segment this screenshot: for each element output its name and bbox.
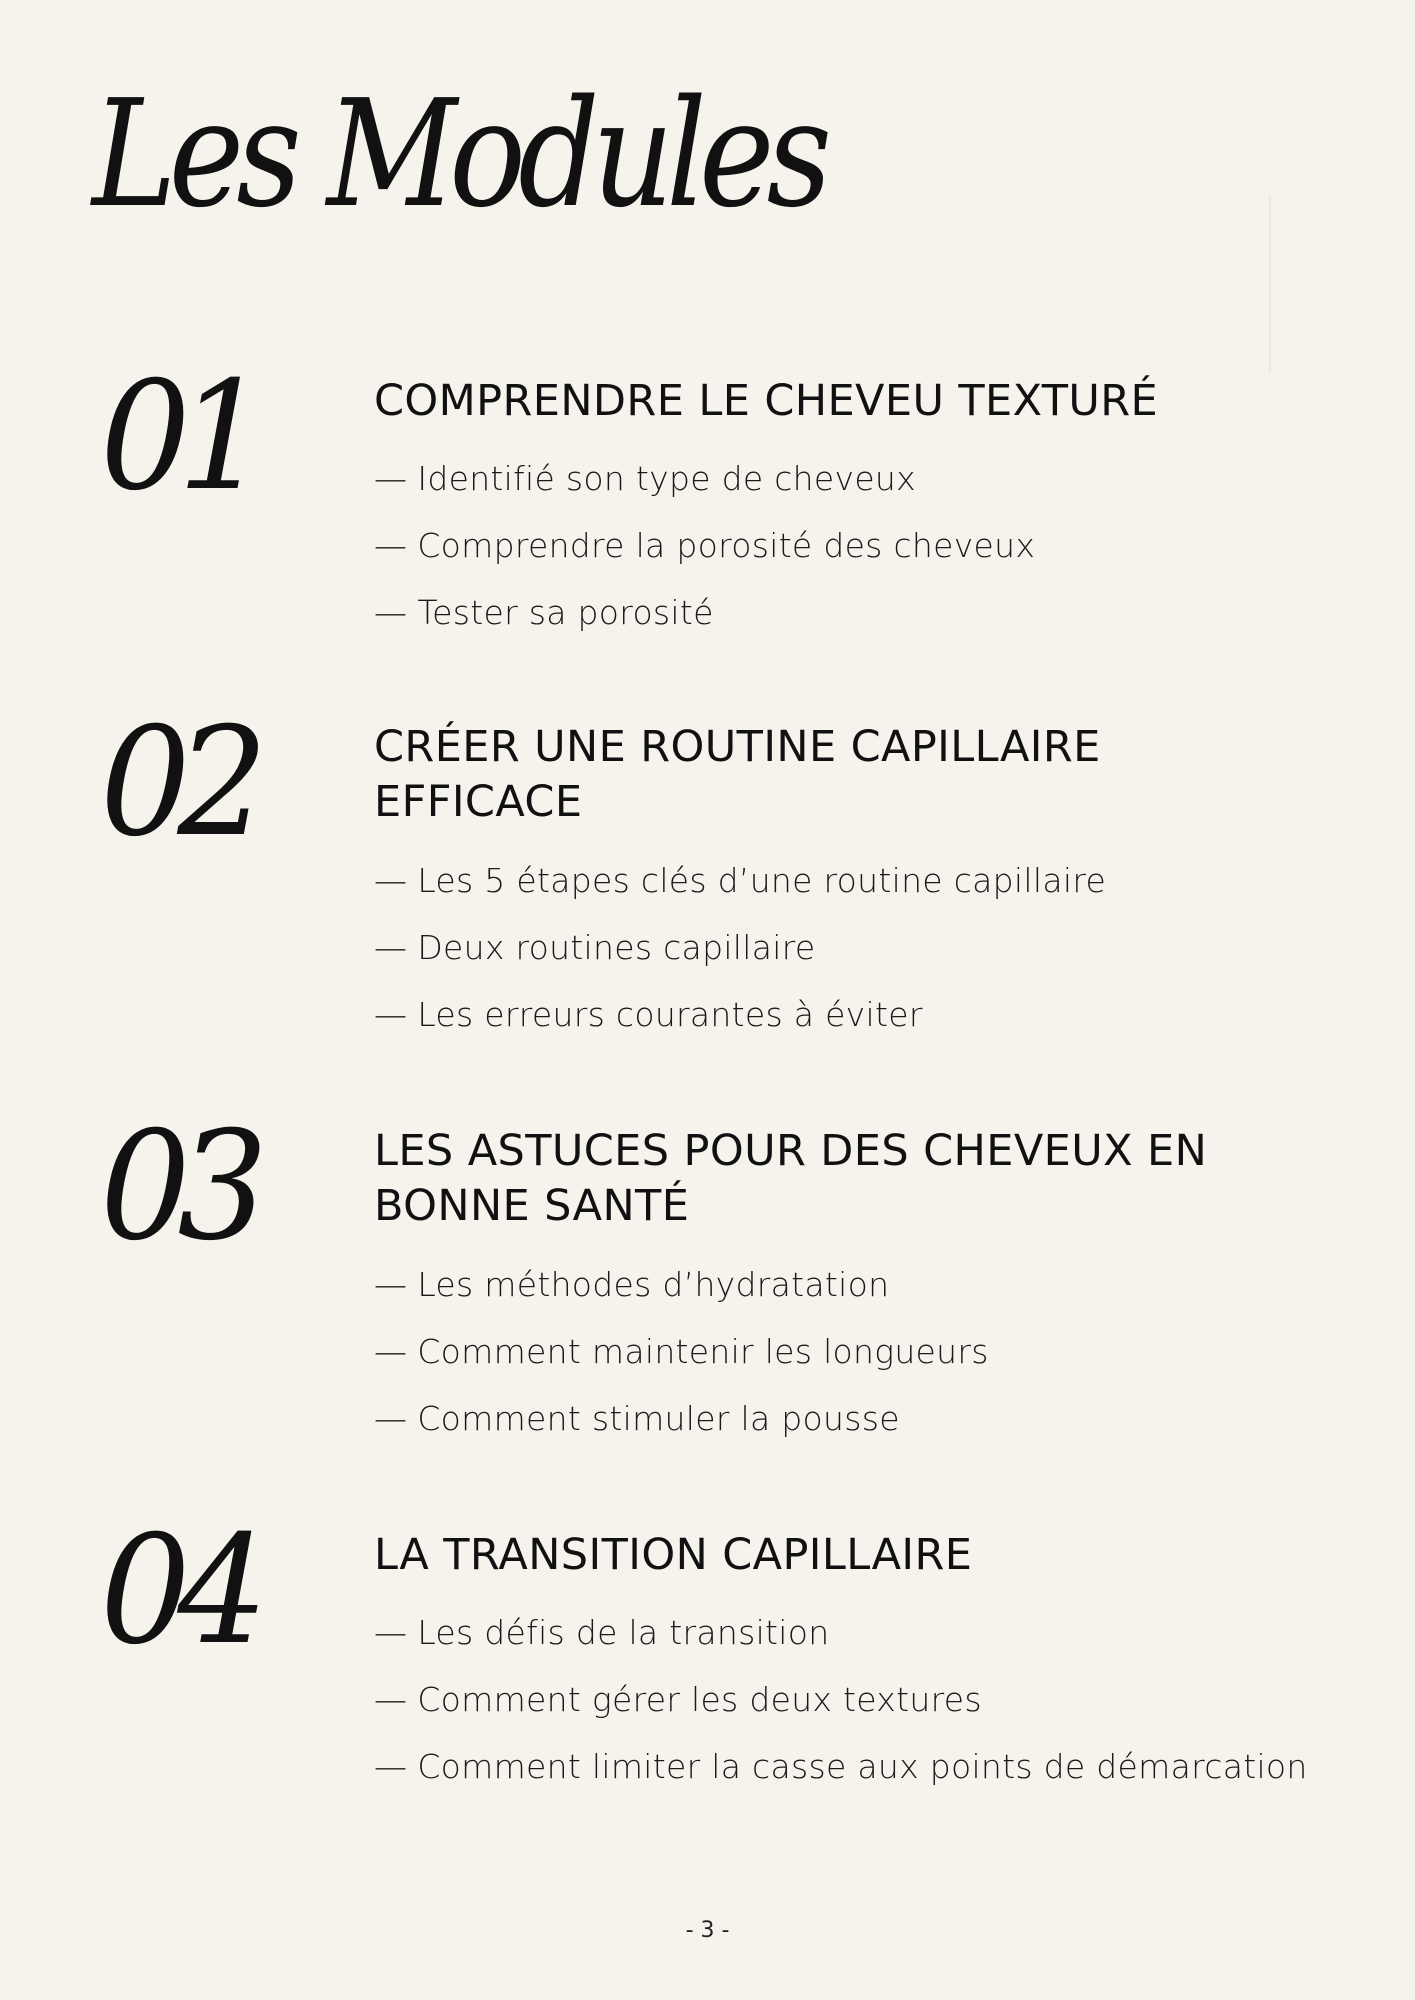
list-item [374, 579, 1374, 646]
list-item [374, 1599, 1374, 1666]
list-item-text: Deux routines capillaire [417, 928, 816, 967]
page-title: Les Modules [92, 68, 825, 240]
list-item [374, 445, 1374, 512]
list-item-text: Comment maintenir les longueurs [417, 1332, 989, 1371]
module-number: 02 [100, 696, 255, 870]
list-item-text: Les 5 étapes clés d’une routine capillaire [417, 861, 1107, 900]
list-item [374, 847, 1374, 914]
list-item-text: Comment stimuler la pousse [417, 1399, 900, 1438]
module-title: COMPRENDRE LE CHEVEU TEXTURÉ [374, 376, 1159, 426]
decorative-divider [1269, 196, 1271, 372]
module-item-list [374, 445, 1374, 646]
dash-prefix: — [374, 593, 408, 632]
list-item [374, 914, 1374, 981]
page-number: - 3 - [685, 1918, 730, 1943]
dash-prefix: — [374, 1265, 408, 1304]
dash-prefix: — [374, 1747, 408, 1786]
list-item [374, 512, 1374, 579]
module-title: CRÉER UNE ROUTINE CAPILLAIRE EFFICACE [374, 722, 1101, 827]
dash-prefix: — [374, 526, 408, 565]
list-item-text: Comment limiter la casse aux points de démarcation [417, 1747, 1308, 1786]
list-item-text: Les défis de la transition [417, 1613, 830, 1652]
dash-prefix: — [374, 1680, 408, 1719]
module-title: LA TRANSITION CAPILLAIRE [374, 1530, 973, 1580]
module-title: LES ASTUCES POUR DES CHEVEUX EN BONNE SANTÉ [374, 1126, 1208, 1231]
list-item [374, 1733, 1374, 1800]
dash-prefix: — [374, 1613, 408, 1652]
module-item-list [374, 1251, 1374, 1452]
dash-prefix: — [374, 861, 408, 900]
module-item-list [374, 1599, 1374, 1800]
list-item [374, 1251, 1374, 1318]
dash-prefix: — [374, 459, 408, 498]
module-item-list [374, 847, 1374, 1048]
list-item [374, 1318, 1374, 1385]
list-item-text: Les erreurs courantes à éviter [417, 995, 923, 1034]
list-item-text: Les méthodes d’hydratation [417, 1265, 890, 1304]
list-item-text: Identifié son type de cheveux [417, 459, 916, 498]
list-item [374, 981, 1374, 1048]
dash-prefix: — [374, 1332, 408, 1371]
module-number: 04 [100, 1504, 255, 1678]
module-number: 03 [100, 1100, 255, 1274]
list-item [374, 1385, 1374, 1452]
dash-prefix: — [374, 928, 408, 967]
module-number: 01 [100, 350, 255, 524]
list-item [374, 1666, 1374, 1733]
dash-prefix: — [374, 1399, 408, 1438]
dash-prefix: — [374, 995, 408, 1034]
list-item-text: Comment gérer les deux textures [417, 1680, 982, 1719]
list-item-text: Comprendre la porosité des cheveux [417, 526, 1036, 565]
list-item-text: Tester sa porosité [417, 593, 714, 632]
